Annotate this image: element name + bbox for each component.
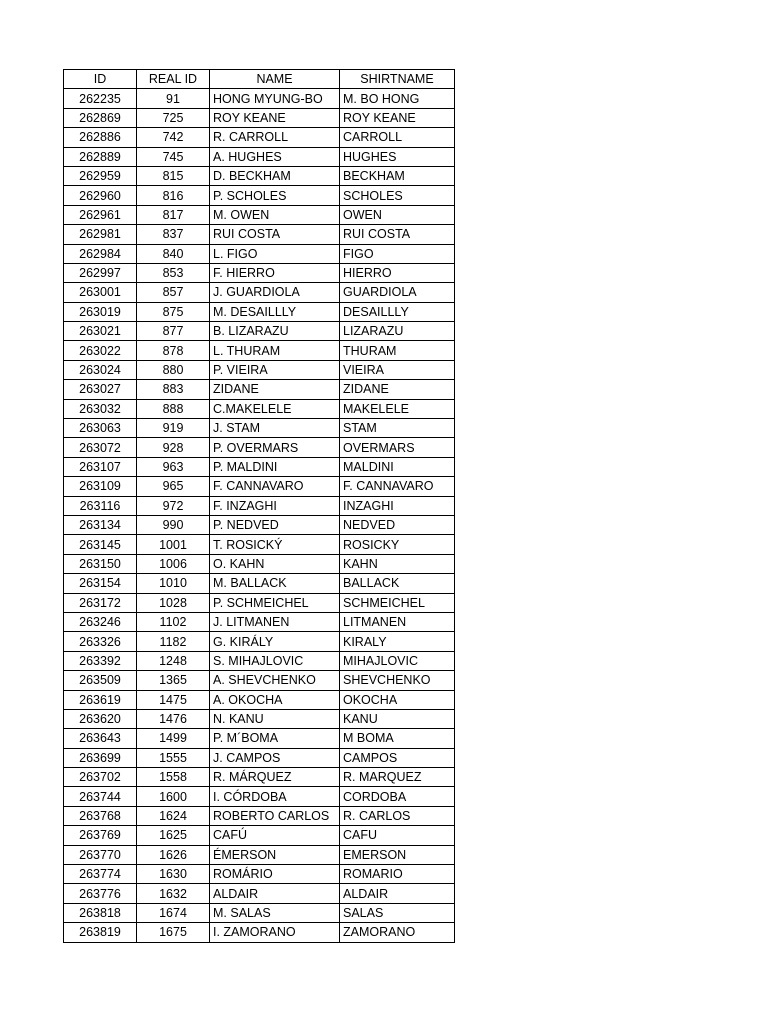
cell-name: A. OKOCHA: [210, 690, 340, 709]
cell-name: ROBERTO CARLOS: [210, 806, 340, 825]
cell-shirtname: BECKHAM: [340, 166, 455, 185]
player-table: [63, 69, 455, 943]
cell-name: O. KAHN: [210, 554, 340, 573]
cell-real-id: 1632: [137, 884, 210, 903]
cell-shirtname: BALLACK: [340, 574, 455, 593]
table-row: [64, 341, 455, 360]
cell-shirtname: MALDINI: [340, 457, 455, 476]
cell-shirtname: SCHOLES: [340, 186, 455, 205]
cell-id: 262960: [64, 186, 137, 205]
cell-real-id: 1625: [137, 826, 210, 845]
cell-id: 263027: [64, 380, 137, 399]
table-row: [64, 690, 455, 709]
cell-name: CAFÚ: [210, 826, 340, 845]
table-row: [64, 845, 455, 864]
header-real-id: REAL ID: [137, 70, 210, 89]
cell-id: 262869: [64, 108, 137, 127]
cell-id: 263022: [64, 341, 137, 360]
cell-real-id: 878: [137, 341, 210, 360]
cell-real-id: 1102: [137, 612, 210, 631]
table-row: [64, 438, 455, 457]
cell-name: F. CANNAVARO: [210, 477, 340, 496]
cell-name: P. M´BOMA: [210, 729, 340, 748]
table-row: [64, 709, 455, 728]
cell-id: 263021: [64, 322, 137, 341]
cell-real-id: 1675: [137, 923, 210, 942]
cell-name: C.MAKELELE: [210, 399, 340, 418]
table-row: [64, 651, 455, 670]
cell-real-id: 965: [137, 477, 210, 496]
table-row: [64, 865, 455, 884]
cell-name: P. OVERMARS: [210, 438, 340, 457]
cell-shirtname: LIZARAZU: [340, 322, 455, 341]
table-row: [64, 612, 455, 631]
cell-real-id: 1028: [137, 593, 210, 612]
cell-name: ZIDANE: [210, 380, 340, 399]
table-body: [64, 89, 455, 942]
cell-id: 263019: [64, 302, 137, 321]
cell-real-id: 1476: [137, 709, 210, 728]
cell-real-id: 1006: [137, 554, 210, 573]
cell-name: P. NEDVED: [210, 515, 340, 534]
cell-shirtname: THURAM: [340, 341, 455, 360]
cell-real-id: 1499: [137, 729, 210, 748]
cell-shirtname: ZAMORANO: [340, 923, 455, 942]
cell-real-id: 1558: [137, 768, 210, 787]
cell-id: 263032: [64, 399, 137, 418]
table-row: [64, 322, 455, 341]
cell-shirtname: OKOCHA: [340, 690, 455, 709]
cell-real-id: 1010: [137, 574, 210, 593]
cell-id: 263134: [64, 515, 137, 534]
cell-name: D. BECKHAM: [210, 166, 340, 185]
table-row: [64, 632, 455, 651]
cell-name: J. LITMANEN: [210, 612, 340, 631]
cell-real-id: 1630: [137, 865, 210, 884]
cell-id: 263172: [64, 593, 137, 612]
cell-real-id: 837: [137, 225, 210, 244]
cell-id: 262889: [64, 147, 137, 166]
cell-id: 263326: [64, 632, 137, 651]
cell-id: 263116: [64, 496, 137, 515]
table-row: [64, 748, 455, 767]
cell-real-id: 1624: [137, 806, 210, 825]
cell-real-id: 888: [137, 399, 210, 418]
cell-shirtname: CARROLL: [340, 128, 455, 147]
table-row: [64, 768, 455, 787]
cell-real-id: 853: [137, 263, 210, 282]
cell-shirtname: CORDOBA: [340, 787, 455, 806]
table-row: [64, 554, 455, 573]
cell-id: 263819: [64, 923, 137, 942]
cell-name: S. MIHAJLOVIC: [210, 651, 340, 670]
cell-shirtname: ALDAIR: [340, 884, 455, 903]
cell-id: 263246: [64, 612, 137, 631]
cell-real-id: 875: [137, 302, 210, 321]
cell-id: 263392: [64, 651, 137, 670]
table-row: [64, 903, 455, 922]
cell-shirtname: M. BO HONG: [340, 89, 455, 108]
cell-shirtname: KAHN: [340, 554, 455, 573]
cell-id: 263769: [64, 826, 137, 845]
table-row: [64, 128, 455, 147]
cell-name: A. HUGHES: [210, 147, 340, 166]
cell-real-id: 857: [137, 283, 210, 302]
cell-shirtname: ROSICKY: [340, 535, 455, 554]
cell-real-id: 1365: [137, 671, 210, 690]
table-row: [64, 535, 455, 554]
cell-real-id: 1001: [137, 535, 210, 554]
cell-real-id: 815: [137, 166, 210, 185]
cell-shirtname: CAMPOS: [340, 748, 455, 767]
table-row: [64, 457, 455, 476]
cell-name: ALDAIR: [210, 884, 340, 903]
cell-shirtname: VIEIRA: [340, 360, 455, 379]
cell-id: 263768: [64, 806, 137, 825]
cell-shirtname: R. MARQUEZ: [340, 768, 455, 787]
cell-id: 263702: [64, 768, 137, 787]
table-row: [64, 263, 455, 282]
cell-shirtname: OWEN: [340, 205, 455, 224]
table-row: [64, 923, 455, 942]
cell-id: 262984: [64, 244, 137, 263]
cell-real-id: 1600: [137, 787, 210, 806]
cell-real-id: 1626: [137, 845, 210, 864]
table-row: [64, 419, 455, 438]
cell-real-id: 742: [137, 128, 210, 147]
table-row: [64, 360, 455, 379]
table-row: [64, 574, 455, 593]
cell-name: M. OWEN: [210, 205, 340, 224]
cell-real-id: 817: [137, 205, 210, 224]
cell-real-id: 1248: [137, 651, 210, 670]
cell-shirtname: FIGO: [340, 244, 455, 263]
table-row: [64, 806, 455, 825]
cell-shirtname: SALAS: [340, 903, 455, 922]
cell-shirtname: STAM: [340, 419, 455, 438]
cell-id: 262961: [64, 205, 137, 224]
cell-name: I. ZAMORANO: [210, 923, 340, 942]
cell-shirtname: HUGHES: [340, 147, 455, 166]
cell-id: 262886: [64, 128, 137, 147]
cell-name: M. BALLACK: [210, 574, 340, 593]
cell-name: R. CARROLL: [210, 128, 340, 147]
cell-name: M. DESAILLLY: [210, 302, 340, 321]
cell-name: ROY KEANE: [210, 108, 340, 127]
cell-id: 263154: [64, 574, 137, 593]
cell-name: P. SCHMEICHEL: [210, 593, 340, 612]
table-row: [64, 225, 455, 244]
cell-real-id: 725: [137, 108, 210, 127]
cell-name: J. GUARDIOLA: [210, 283, 340, 302]
cell-name: P. VIEIRA: [210, 360, 340, 379]
table-row: [64, 186, 455, 205]
cell-shirtname: F. CANNAVARO: [340, 477, 455, 496]
cell-real-id: 1555: [137, 748, 210, 767]
cell-name: P. MALDINI: [210, 457, 340, 476]
table-row: [64, 729, 455, 748]
cell-shirtname: MIHAJLOVIC: [340, 651, 455, 670]
cell-shirtname: NEDVED: [340, 515, 455, 534]
cell-real-id: 816: [137, 186, 210, 205]
cell-shirtname: MAKELELE: [340, 399, 455, 418]
cell-real-id: 840: [137, 244, 210, 263]
cell-real-id: 963: [137, 457, 210, 476]
cell-shirtname: ROY KEANE: [340, 108, 455, 127]
cell-name: A. SHEVCHENKO: [210, 671, 340, 690]
cell-id: 262997: [64, 263, 137, 282]
cell-id: 263063: [64, 419, 137, 438]
cell-shirtname: SCHMEICHEL: [340, 593, 455, 612]
cell-name: F. HIERRO: [210, 263, 340, 282]
cell-shirtname: GUARDIOLA: [340, 283, 455, 302]
cell-id: 263699: [64, 748, 137, 767]
cell-name: G. KIRÁLY: [210, 632, 340, 651]
cell-name: J. CAMPOS: [210, 748, 340, 767]
header-shirtname: SHIRTNAME: [340, 70, 455, 89]
cell-shirtname: DESAILLLY: [340, 302, 455, 321]
cell-id: 263150: [64, 554, 137, 573]
cell-shirtname: R. CARLOS: [340, 806, 455, 825]
cell-shirtname: LITMANEN: [340, 612, 455, 631]
cell-real-id: 928: [137, 438, 210, 457]
cell-id: 263145: [64, 535, 137, 554]
cell-shirtname: SHEVCHENKO: [340, 671, 455, 690]
table-row: [64, 302, 455, 321]
cell-real-id: 745: [137, 147, 210, 166]
table-row: [64, 787, 455, 806]
cell-shirtname: ZIDANE: [340, 380, 455, 399]
cell-real-id: 1475: [137, 690, 210, 709]
cell-real-id: 1674: [137, 903, 210, 922]
cell-real-id: 877: [137, 322, 210, 341]
cell-shirtname: INZAGHI: [340, 496, 455, 515]
cell-name: R. MÁRQUEZ: [210, 768, 340, 787]
table-row: [64, 147, 455, 166]
table-row: [64, 477, 455, 496]
cell-real-id: 919: [137, 419, 210, 438]
table-row: [64, 89, 455, 108]
cell-id: 263776: [64, 884, 137, 903]
cell-shirtname: HIERRO: [340, 263, 455, 282]
cell-real-id: 972: [137, 496, 210, 515]
cell-name: M. SALAS: [210, 903, 340, 922]
cell-id: 263001: [64, 283, 137, 302]
cell-name: T. ROSICKÝ: [210, 535, 340, 554]
table-row: [64, 515, 455, 534]
table-row: [64, 826, 455, 845]
cell-name: F. INZAGHI: [210, 496, 340, 515]
table-row: [64, 593, 455, 612]
cell-name: P. SCHOLES: [210, 186, 340, 205]
cell-name: I. CÓRDOBA: [210, 787, 340, 806]
cell-name: ÉMERSON: [210, 845, 340, 864]
cell-id: 262981: [64, 225, 137, 244]
cell-shirtname: CAFU: [340, 826, 455, 845]
cell-name: ROMÁRIO: [210, 865, 340, 884]
cell-id: 263109: [64, 477, 137, 496]
cell-real-id: 990: [137, 515, 210, 534]
table-row: [64, 496, 455, 515]
table-row: [64, 884, 455, 903]
cell-id: 263619: [64, 690, 137, 709]
cell-id: 263509: [64, 671, 137, 690]
cell-name: B. LIZARAZU: [210, 322, 340, 341]
cell-real-id: 880: [137, 360, 210, 379]
cell-shirtname: KIRALY: [340, 632, 455, 651]
cell-real-id: 883: [137, 380, 210, 399]
table-row: [64, 166, 455, 185]
cell-id: 263818: [64, 903, 137, 922]
table-row: [64, 108, 455, 127]
cell-name: J. STAM: [210, 419, 340, 438]
cell-shirtname: ROMARIO: [340, 865, 455, 884]
table-row: [64, 244, 455, 263]
cell-name: RUI COSTA: [210, 225, 340, 244]
table-row: [64, 380, 455, 399]
cell-id: 263024: [64, 360, 137, 379]
cell-id: 263774: [64, 865, 137, 884]
cell-shirtname: KANU: [340, 709, 455, 728]
header-name: NAME: [210, 70, 340, 89]
cell-name: N. KANU: [210, 709, 340, 728]
cell-id: 262235: [64, 89, 137, 108]
table-row: [64, 283, 455, 302]
cell-id: 263643: [64, 729, 137, 748]
cell-id: 263770: [64, 845, 137, 864]
cell-id: 262959: [64, 166, 137, 185]
cell-name: L. FIGO: [210, 244, 340, 263]
table-row: [64, 671, 455, 690]
cell-shirtname: M BOMA: [340, 729, 455, 748]
table-row: [64, 205, 455, 224]
table-row: [64, 399, 455, 418]
header-row: [64, 70, 455, 89]
cell-shirtname: RUI COSTA: [340, 225, 455, 244]
cell-name: L. THURAM: [210, 341, 340, 360]
cell-real-id: 91: [137, 89, 210, 108]
cell-shirtname: OVERMARS: [340, 438, 455, 457]
cell-id: 263072: [64, 438, 137, 457]
cell-id: 263620: [64, 709, 137, 728]
cell-real-id: 1182: [137, 632, 210, 651]
cell-id: 263107: [64, 457, 137, 476]
header-id: ID: [64, 70, 137, 89]
cell-shirtname: EMERSON: [340, 845, 455, 864]
cell-id: 263744: [64, 787, 137, 806]
cell-name: HONG MYUNG-BO: [210, 89, 340, 108]
